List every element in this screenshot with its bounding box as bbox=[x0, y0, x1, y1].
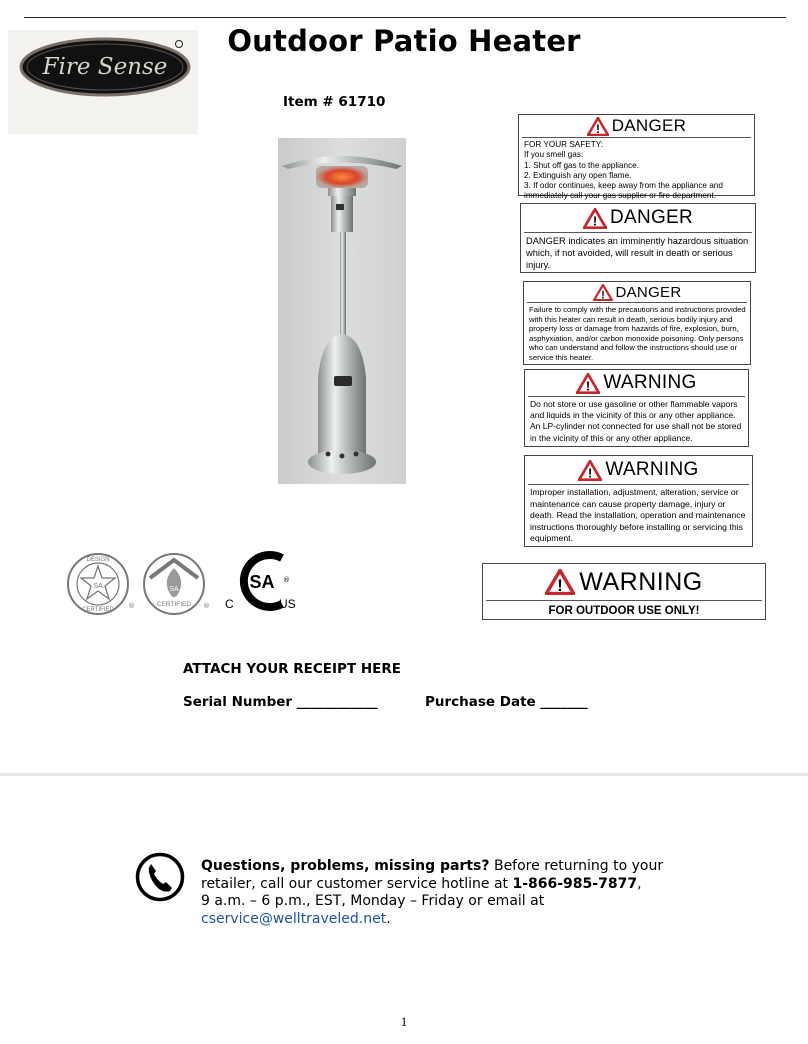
label-line: 2. Extinguish any open flame. bbox=[524, 170, 632, 180]
label-type: DANGER bbox=[609, 207, 694, 228]
csa-c-us-mark bbox=[225, 555, 296, 611]
label-type: WARNING bbox=[605, 459, 699, 480]
purchase-date-field: Purchase Date _______ bbox=[425, 694, 588, 710]
svg-text:!: ! bbox=[600, 288, 605, 301]
warning-triangle-icon bbox=[593, 284, 613, 301]
customer-service-text bbox=[201, 858, 671, 928]
page-title: Outdoor Patio Heater bbox=[227, 24, 581, 58]
hotline-number: 1-866-985-7877 bbox=[512, 875, 638, 892]
svg-text:!: ! bbox=[595, 121, 600, 136]
certified-flame-seal bbox=[144, 554, 210, 614]
outdoor-use-warning bbox=[482, 563, 766, 620]
warning-triangle-icon bbox=[587, 117, 609, 136]
certification-marks bbox=[64, 548, 314, 618]
phone-icon bbox=[135, 852, 185, 902]
receipt-heading: ATTACH YOUR RECEIPT HERE bbox=[183, 661, 401, 677]
section-divider bbox=[0, 773, 808, 776]
safety-label-danger-3 bbox=[523, 281, 751, 365]
svg-text:CERTIFIED: CERTIFIED bbox=[82, 607, 114, 613]
svg-text:!: ! bbox=[588, 465, 593, 481]
svg-text:®: ® bbox=[128, 602, 135, 610]
label-line: Improper installation, adjustment, alteration, service or maintenance can cause property damage, injury or death. Read the installation, operation and maintenance instructions thoroughly before installing or servicing this equipment. bbox=[530, 487, 746, 544]
warning-triangle-icon bbox=[583, 208, 607, 229]
label-line: Failure to comply with the precautions and instructions provided with this heater can result in death, serious bodily injury and property loss or damage from hazards of fire, explosion, burn, asphyxiation, and/or carbon monoxide poisoning. Only persons who can understand and follow the instructions should use or service this heater. bbox=[529, 305, 746, 362]
label-type: WARNING bbox=[579, 567, 703, 596]
serial-number-field: Serial Number ____________ bbox=[183, 694, 378, 710]
warning-triangle-icon bbox=[576, 373, 600, 394]
item-number: Item # 61710 bbox=[283, 94, 386, 110]
warning-triangle-icon bbox=[578, 460, 602, 481]
safety-label-danger-2 bbox=[520, 203, 756, 273]
svg-text:!: ! bbox=[557, 576, 564, 595]
csa-c-text: C bbox=[225, 597, 234, 611]
outdoor-use-text: FOR OUTDOOR USE ONLY! bbox=[548, 605, 700, 617]
label-type: DANGER bbox=[615, 283, 682, 301]
warning-triangle-icon bbox=[545, 569, 575, 595]
svg-text:SA: SA bbox=[93, 583, 103, 590]
email-link[interactable]: cservice@welltraveled.net bbox=[201, 910, 387, 927]
certified-text: CERTIFIED bbox=[156, 601, 192, 608]
svg-text:!: ! bbox=[592, 213, 598, 229]
contact-text: , bbox=[637, 875, 642, 892]
safety-label-danger-1 bbox=[518, 114, 755, 201]
contact-hours: 9 a.m. – 6 p.m., EST, Monday – Friday or email at bbox=[201, 893, 545, 909]
label-type: DANGER bbox=[611, 116, 687, 135]
label-line: If you smell gas: bbox=[524, 150, 584, 160]
label-line: Do not store or use gasoline or other flammable vapors and liquids in the vicinity of this or any other appliance. An LP-cylinder not connected for use shall not be stored in the vicinity of this or any other appliance. bbox=[530, 399, 742, 443]
contact-lead: Questions, problems, missing parts? bbox=[201, 858, 490, 874]
svg-text:DESIGN: DESIGN bbox=[86, 557, 110, 563]
safety-label-warning-1 bbox=[524, 369, 749, 447]
logo-text: Fire Sense bbox=[42, 54, 168, 80]
label-line: FOR YOUR SAFETY: bbox=[524, 140, 604, 149]
svg-text:SA: SA bbox=[169, 586, 179, 593]
contact-text: Before returning to your retailer, call our customer service hotline at bbox=[201, 858, 664, 892]
label-type: WARNING bbox=[603, 372, 697, 393]
svg-text:!: ! bbox=[586, 378, 591, 394]
contact-text: . bbox=[386, 910, 391, 927]
svg-text:®: ® bbox=[283, 576, 290, 584]
label-line: 1. Shut off gas to the appliance. bbox=[524, 160, 640, 170]
top-rule bbox=[24, 17, 786, 18]
csa-us-text: US bbox=[279, 597, 296, 611]
design-certified-seal bbox=[68, 554, 135, 614]
svg-text:®: ® bbox=[203, 602, 210, 610]
safety-label-warning-2 bbox=[524, 455, 753, 547]
label-line: DANGER indicates an imminently hazardous situation which, if not avoided, will result in death or serious injury. bbox=[526, 236, 749, 270]
svg-text:SA: SA bbox=[249, 572, 275, 592]
page-number: 1 bbox=[400, 1014, 408, 1029]
label-line: 3. If odor continues, keep away from the appliance and immediately call your gas supplier or fire department. bbox=[524, 181, 723, 201]
patio-heater-image bbox=[278, 138, 406, 484]
